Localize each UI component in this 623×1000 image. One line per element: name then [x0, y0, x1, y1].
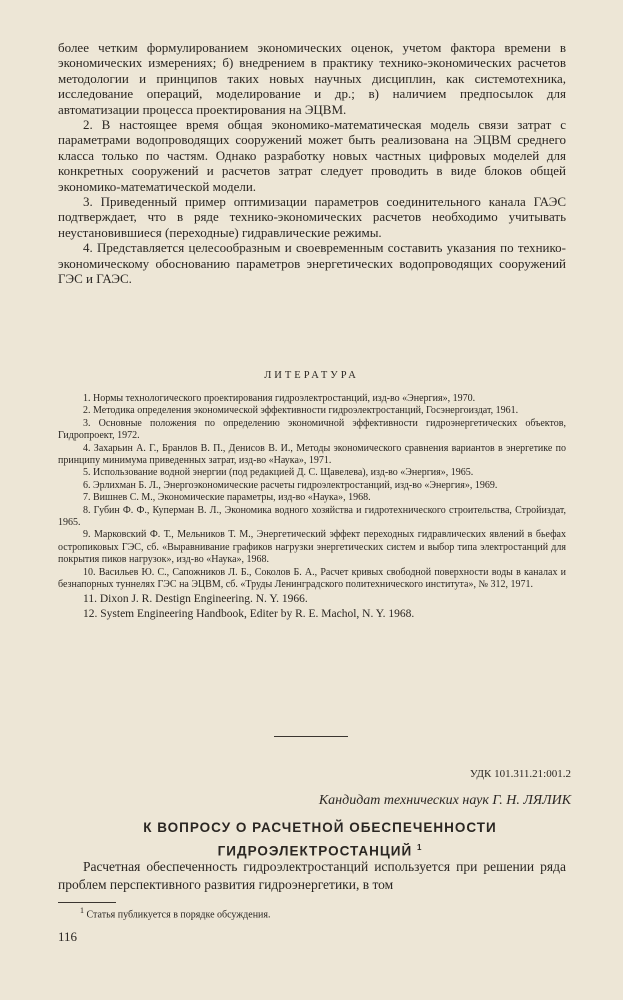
reference-item: 2. Методика определения экономической эффективности гидроэлектростанций, Госэнергоиздат, 1961.	[83, 405, 519, 417]
footnote	[80, 906, 271, 920]
reference-item: 12. System Engineering Handbook, Editer by R. E. Machol, N. Y. 1968.	[83, 607, 415, 620]
reference-item: 10. Васильев Ю. С., Сапожников Л. Б., Соколов Б. А., Расчет кривых свободной поверхности воды в каналах и безнапорных туннелях ГЭС на ЭЦВМ, сб. «Труды Ленинградского политехнического института», № 312, 1971.	[58, 566, 566, 591]
reference-item: 9. Марковский Ф. Т., Мельников Т. М., Энергетический эффект переходных гидравлических явлений в бьефах остропиковых ГЭС, сб. «Выравнивание графиков нагрузки энергетических систем и выбор типа электростанций для покрытия пиков нагрузок», изд-во «Наука», 1968.	[58, 529, 566, 566]
reference-item: 8. Губин Ф. Ф., Куперман В. Л., Экономика водного хозяйства и гидротехнического строительства, Стройиздат, 1965.	[58, 504, 566, 529]
footnote-mark: 1	[80, 906, 84, 915]
reference-item: 5. Использование водной энергии (под редакцией Д. С. Щавелева), изд-во «Энергия», 1965.	[83, 467, 474, 479]
reference-item: 4. Захарьин А. Г., Бранлов В. П., Денисов В. И., Методы экономического сравнения вариантов в энергетике по принципу минимума приведенных затрат, изд-во «Наука», 1971.	[58, 442, 566, 467]
reference-item: 1. Нормы технологического проектирования гидроэлектростанций, изд-во «Энергия», 1970.	[83, 393, 476, 404]
body-text	[58, 40, 566, 287]
literature-heading: ЛИТЕРАТУРА	[264, 370, 359, 381]
article-author: Кандидат технических наук Г. Н. ЛЯЛИК	[318, 793, 571, 808]
page-number: 116	[58, 929, 78, 944]
footnote-text: Статья публикуется в порядке обсуждения.	[86, 909, 271, 921]
footnote-rule	[58, 902, 116, 903]
reference-list	[58, 393, 566, 622]
article-title	[100, 818, 540, 862]
reference-item: 11. Dixon J. R. Destign Engineering. N. Y. 1966.	[83, 592, 308, 605]
paragraph-1: более четким формулированием экономических оценок, учетом фактора времени в экономических измерениях; б) внедрением в практику технико-экономических расчетов методологии и принципов таких новых научных дисциплин, как системотехника, исследование операций, моделирование и др.; в) наличием предпосылок для автоматизации процесса проектирования на ЭЦВМ.	[58, 40, 566, 117]
reference-item: 6. Эрлихман Б. Л., Энергоэкономические расчеты гидроэлектростанций, изд-во «Энергия», 1969.	[83, 479, 498, 491]
reference-item: 3. Основные положения по определению экономичной эффективности гидроэнергетических объектов, Гидропроект, 1972.	[58, 417, 566, 442]
paragraph-2: 2. В настоящее время общая экономико-математическая модель связи затрат с параметрами водопроводящих сооружений может быть реализована на ЭЦВМ среднего класса только по частям. Однако разработку новых частных цифровых моделей для конкретных сооружений и расчетов затрат следует проводить в виде блоков общей экономико-математической модели.	[58, 117, 566, 194]
reference-item: 7. Вишнев С. М., Экономические параметры, изд-во «Наука», 1968.	[83, 492, 371, 504]
article-title-line-1: К ВОПРОСУ О РАСЧЕТНОЙ ОБЕСПЕЧЕННОСТИ	[143, 820, 497, 835]
title-footnote-mark: 1	[416, 843, 423, 852]
udk-code: УДК 101.311.21:001.2	[469, 768, 571, 780]
article-title-line-2-text: ГИДРОЭЛЕКТРОСТАНЦИЙ	[217, 843, 413, 859]
section-divider	[274, 736, 348, 737]
paragraph-3: 3. Приведенный пример оптимизации параметров соединительного канала ГАЭС подтверждает, что в ряде технико-экономических расчетов необходимо учитывать неустановившиеся (переходные) гидравлические режимы.	[58, 194, 566, 240]
article-intro-text: Расчетная обеспеченность гидроэлектростанций используется при решении ряда проблем перспективного развития гидроэнергетики, в том	[58, 859, 566, 892]
paragraph-4: 4. Представляется целесообразным и своевременным составить указания по технико-экономическому обоснованию параметров энергетических водопроводящих сооружений ГЭС и ГАЭС.	[58, 240, 566, 287]
